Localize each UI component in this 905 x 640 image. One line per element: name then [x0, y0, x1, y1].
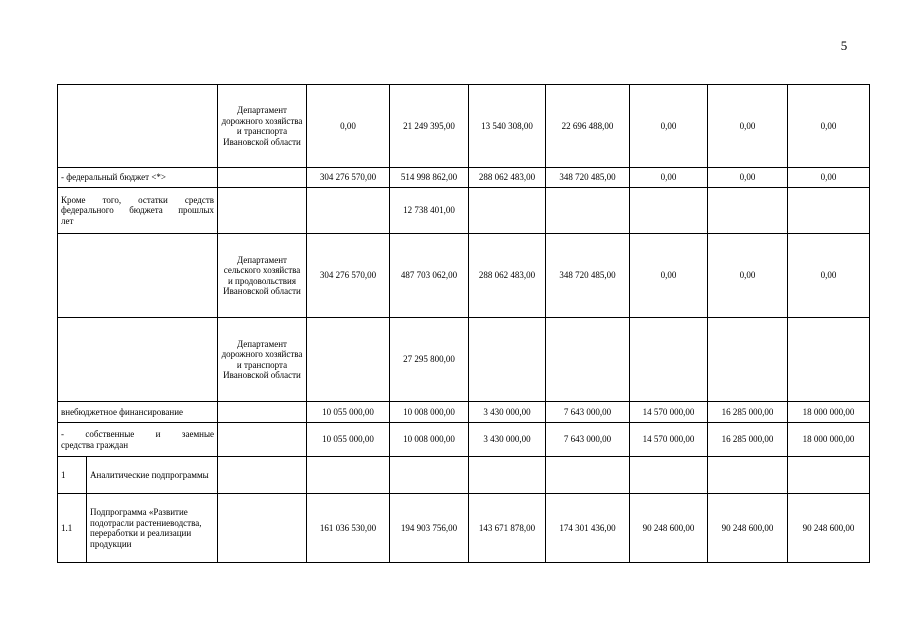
value-cell: 90 248 600,00 [708, 494, 788, 563]
value-cell [546, 318, 630, 402]
row-label [58, 423, 218, 457]
value-cell: 3 430 000,00 [469, 402, 546, 423]
value-cell: 0,00 [630, 85, 708, 168]
value-cell [307, 318, 390, 402]
value-cell: 13 540 308,00 [469, 85, 546, 168]
value-cell [307, 188, 390, 234]
row-label: - федеральный бюджет <*> [58, 168, 218, 188]
value-cell: 288 062 483,00 [469, 168, 546, 188]
value-cell: 194 903 756,00 [390, 494, 469, 563]
value-cell [390, 457, 469, 494]
value-cell [546, 188, 630, 234]
row-label: внебюджетное финансирование [58, 402, 218, 423]
value-cell: 304 276 570,00 [307, 168, 390, 188]
value-cell [630, 318, 708, 402]
value-cell: 143 671 878,00 [469, 494, 546, 563]
value-cell: 0,00 [788, 85, 870, 168]
executor-cell [218, 402, 307, 423]
value-cell: 18 000 000,00 [788, 402, 870, 423]
executor-cell [218, 188, 307, 234]
value-cell: 16 285 000,00 [708, 402, 788, 423]
row-label-line: Кроме того, остатки средств федерального бюджета прошлых [61, 194, 214, 216]
value-cell [788, 457, 870, 494]
row-label-line: средства граждан [61, 439, 129, 450]
executor-cell: Департамент дорожного хозяйства и транспорта Ивановской области [218, 85, 307, 168]
row-label [58, 234, 218, 318]
row-title: Аналитические подпрограммы [87, 457, 218, 494]
value-cell: 304 276 570,00 [307, 234, 390, 318]
value-cell: 161 036 530,00 [307, 494, 390, 563]
value-cell: 0,00 [307, 85, 390, 168]
value-cell: 21 249 395,00 [390, 85, 469, 168]
value-cell: 0,00 [788, 168, 870, 188]
row-index: 1 [58, 457, 87, 494]
value-cell: 0,00 [788, 234, 870, 318]
value-cell: 14 570 000,00 [630, 423, 708, 457]
value-cell: 348 720 485,00 [546, 168, 630, 188]
value-cell: 10 008 000,00 [390, 423, 469, 457]
table-row [58, 494, 870, 563]
executor-cell [218, 423, 307, 457]
page-number: 5 [840, 38, 848, 53]
value-cell: 0,00 [708, 234, 788, 318]
value-cell [630, 457, 708, 494]
value-cell [708, 188, 788, 234]
value-cell [469, 457, 546, 494]
table-row [58, 402, 870, 423]
value-cell: 27 295 800,00 [390, 318, 469, 402]
row-label [58, 318, 218, 402]
table-row [58, 85, 870, 168]
table-row [58, 168, 870, 188]
executor-cell [218, 168, 307, 188]
table-row [58, 457, 870, 494]
value-cell: 0,00 [630, 168, 708, 188]
value-cell: 348 720 485,00 [546, 234, 630, 318]
value-cell: 10 055 000,00 [307, 402, 390, 423]
table-row [58, 318, 870, 402]
value-cell: 514 998 862,00 [390, 168, 469, 188]
executor-cell [218, 494, 307, 563]
table-row [58, 188, 870, 234]
budget-table [57, 84, 870, 563]
executor-cell [218, 457, 307, 494]
value-cell [546, 457, 630, 494]
row-index: 1.1 [58, 494, 87, 563]
table-row [58, 423, 870, 457]
value-cell: 7 643 000,00 [546, 402, 630, 423]
value-cell: 12 738 401,00 [390, 188, 469, 234]
value-cell: 288 062 483,00 [469, 234, 546, 318]
value-cell: 90 248 600,00 [788, 494, 870, 563]
value-cell [788, 188, 870, 234]
value-cell [708, 318, 788, 402]
value-cell: 7 643 000,00 [546, 423, 630, 457]
value-cell: 10 008 000,00 [390, 402, 469, 423]
value-cell: 0,00 [708, 85, 788, 168]
row-label [58, 85, 218, 168]
value-cell: 90 248 600,00 [630, 494, 708, 563]
value-cell: 14 570 000,00 [630, 402, 708, 423]
row-label-line: - собственные и заемные [61, 429, 214, 439]
value-cell [630, 188, 708, 234]
table-row [58, 234, 870, 318]
value-cell: 0,00 [708, 168, 788, 188]
value-cell [469, 188, 546, 234]
value-cell: 16 285 000,00 [708, 423, 788, 457]
value-cell: 174 301 436,00 [546, 494, 630, 563]
value-cell [307, 457, 390, 494]
value-cell: 487 703 062,00 [390, 234, 469, 318]
value-cell: 0,00 [630, 234, 708, 318]
executor-cell: Департамент дорожного хозяйства и транспорта Ивановской области [218, 318, 307, 402]
value-cell [708, 457, 788, 494]
value-cell: 3 430 000,00 [469, 423, 546, 457]
row-label [58, 188, 218, 234]
value-cell: 22 696 488,00 [546, 85, 630, 168]
executor-cell: Департамент сельского хозяйства и продовольствия Ивановской области [218, 234, 307, 318]
row-title: Подпрограмма «Развитие подотрасли растениеводства, переработки и реализации продукции [87, 494, 218, 563]
row-label-line: лет [61, 215, 74, 226]
value-cell [788, 318, 870, 402]
value-cell: 18 000 000,00 [788, 423, 870, 457]
value-cell: 10 055 000,00 [307, 423, 390, 457]
value-cell [469, 318, 546, 402]
